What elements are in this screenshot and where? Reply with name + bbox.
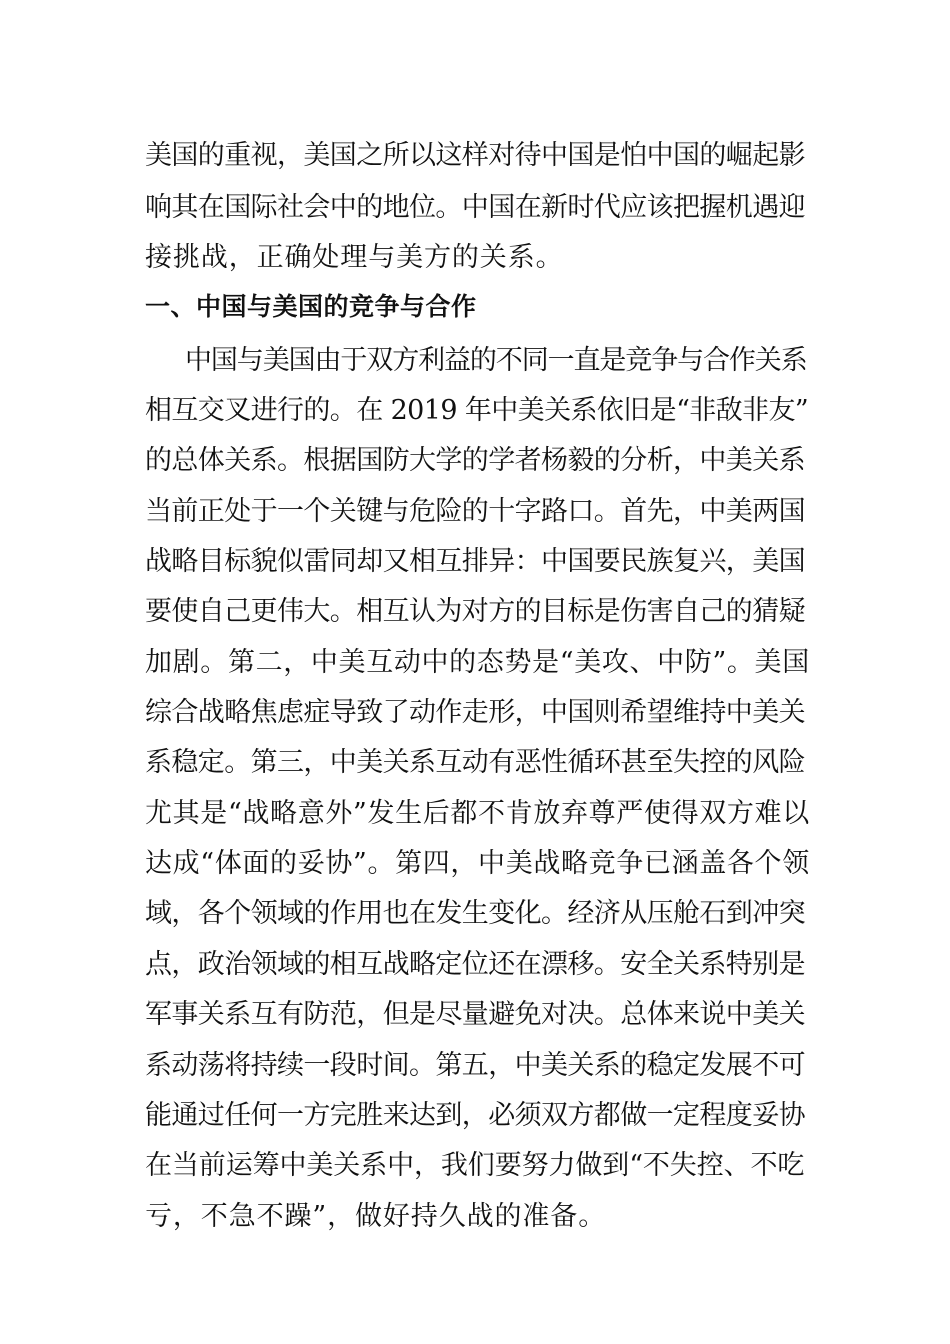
paragraph-line: 战略目标貌似雷同却又相互排异：中国要民族复兴，美国 bbox=[145, 546, 805, 577]
paragraph-line: 加剧。第二，中美互动中的态势是“美攻、中防”。美国 bbox=[145, 647, 810, 678]
section-heading: 一、中国与美国的竞争与合作 bbox=[145, 292, 477, 321]
paragraph-line: 域，各个领域的作用也在发生变化。经济从压舱石到冲突 bbox=[145, 898, 805, 929]
paragraph-line: 美国的重视，美国之所以这样对待中国是怕中国的崛起影 bbox=[145, 140, 805, 171]
paragraph-line: 在当前运筹中美关系中，我们要努力做到“不失控、不吃 bbox=[145, 1150, 805, 1181]
paragraph-line: 系稳定。第三，中美关系互动有恶性循环甚至失控的风险 bbox=[145, 747, 805, 778]
paragraph-line: 尤其是“战略意外”发生后都不肯放弃尊严使得双方难以 bbox=[145, 798, 810, 829]
paragraph-line: 亏，不急不躁”，做好持久战的准备。 bbox=[145, 1201, 607, 1232]
paragraph-line: 军事关系互有防范，但是尽量避免对决。总体来说中美关 bbox=[145, 999, 805, 1030]
paragraph-line: 中国与美国由于双方利益的不同一直是竞争与合作关系 bbox=[185, 345, 807, 376]
paragraph-line: 的总体关系。根据国防大学的学者杨毅的分析，中美关系 bbox=[145, 445, 805, 476]
paragraph-line: 当前正处于一个关键与危险的十字路口。首先，中美两国 bbox=[145, 496, 805, 527]
paragraph-line: 点，政治领域的相互战略定位还在漂移。安全关系特别是 bbox=[145, 949, 805, 980]
paragraph-line: 能通过任何一方完胜来达到，必须双方都做一定程度妥协 bbox=[145, 1100, 805, 1131]
paragraph-line: 响其在国际社会中的地位。中国在新时代应该把握机遇迎 bbox=[145, 192, 805, 223]
paragraph-line: 达成“体面的妥协”。第四，中美战略竞争已涵盖各个领 bbox=[145, 848, 810, 879]
paragraph-line: 系动荡将持续一段时间。第五，中美关系的稳定发展不可 bbox=[145, 1050, 805, 1081]
paragraph-line: 要使自己更伟大。相互认为对方的目标是伤害自己的猜疑 bbox=[145, 596, 805, 627]
paragraph-line: 相互交叉进行的。在 2019 年中美关系依旧是“非敌非友” bbox=[145, 395, 809, 426]
paragraph-line: 接挑战，正确处理与美方的关系。 bbox=[145, 242, 564, 273]
paragraph-line: 综合战略焦虑症导致了动作走形，中国则希望维持中美关 bbox=[145, 697, 805, 728]
